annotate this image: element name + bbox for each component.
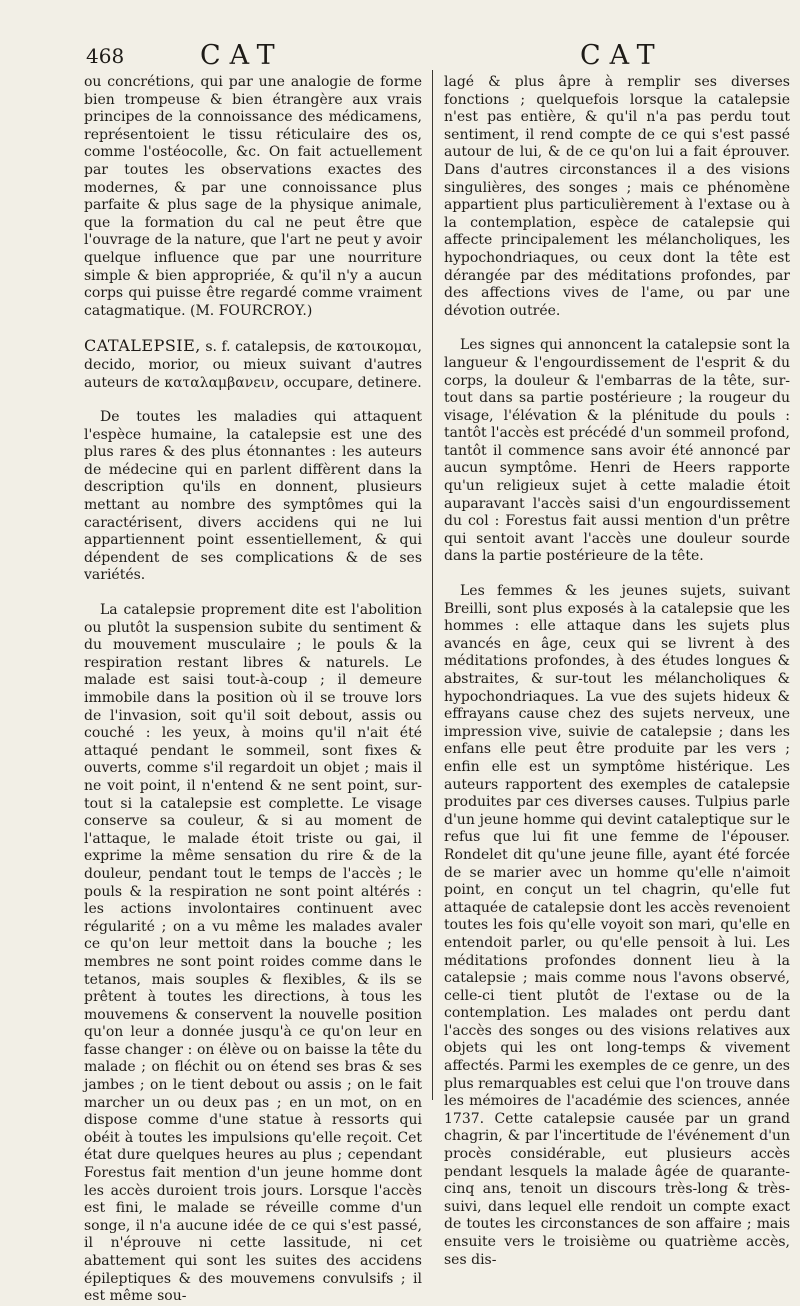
right-column xyxy=(444,74,791,1268)
paragraph-causes: Les femmes & les jeunes sujets, suivant Breilli, sont plus exposés à la catalepsie que les hommes : elle attaque dans les sujets plus avancés en âge, ceux qui se livrent à des méditations profondes, à des études longues & abstraites, & sur-tout les mélancholiques & hypochondriaques. La vue des sujets hideux & effrayans cause chez des sujets nerveux, une impression vive, suivie de catalepsie ; dans les enfans elle peut être produite par les vers ; enfin elle est un symptôme histérique. Les auteurs rapportent des exemples de catalepsie produites par ces diverses causes. Tulpius parle d'un jeune homme qui devint cataleptique sur le refus que lui fit une femme de l'épouser. Rondelet dit qu'une jeune fille, ayant été forcée de se marier avec un homme qu'elle n'aimoit point, en conçut un tel chagrin, qu'elle fut attaquée de catalepsie dont les accès revenoient toutes les fois qu'elle voyoit son mari, qu'elle en entendoit parler, ou qu'elle pensoit à lui. Les méditations profondes donnent lieu à la catalepsie ; mais comme nous l'avons observé, celle-ci tient plutôt de l'extase ou de la contemplation. Les malades ont perdu dant l'accès des songes ou des visions relatives aux objets qui les ont long-temps & vivement affectés. Parmi les exemples de ce genre, un des plus remarquables est celui que l'on trouve dans les mémoires de l'académie des sciences, année 1737. Cette catalepsie causée par un grand chagrin, & par l'incertitude de l'événement d'un procès considérable, eut plusieurs accès pendant lesquels la malade âgée de quarante-cinq ans, tenoit un discours très-long & très-suivi, dans lequel elle rendoit un compte exact de toutes les circonstances de son affaire ; mais ensuite vers le troisième ou quatrième accès, ses dis- xyxy=(444,583,791,1268)
column-divider xyxy=(432,70,433,1100)
page-number: 468 xyxy=(86,44,125,68)
paragraph-continuation: lagé & plus âpre à remplir ses diverses fonctions ; quelquefois lorsque la catalepsie n'est pas entière, & qu'il n'a pas perdu tout sentiment, il rend compte de ce qui s'est passé autour de lui, & de ce qu'on lui a fait éprouver. Dans d'autres circonstances il a des visions singulières, des songes ; mais ce phénomène appartient plus particulièrement à l'extase ou à la contemplation, espèce de catalepsie qui affecte principalement les mélancholiques, les hypochondriaques, ou ceux dont la tête est dérangée par des méditations profondes, par des affections vives de l'ame, ou par une dévotion outrée. xyxy=(444,74,790,319)
left-column xyxy=(84,74,422,1305)
entry-catalepsie xyxy=(84,337,422,392)
paragraph-symptoms: La catalepsie proprement dite est l'abolition ou plutôt la suspension subite du sentiment & du mouvement musculaire ; le pouls & la respiration restant libres & naturels. Le malade est saisi tout-à-coup ; il demeure immobile dans la position où il se trouve lors de l'invasion, soit qu'il soit debout, assis ou couché : les yeux, à moins qu'il n'ait été attaqué pendant le sommeil, sont fixes & ouverts, comme s'il regardoit un objet ; mais il ne voit point, il n'entend & ne sent point, sur-tout si la catalepsie est complette. Le visage conserve sa couleur, & si au moment de l'attaque, le malade étoit triste ou gai, il exprime la même sensation du rire & de la douleur, pendant tout le temps de l'accès ; le pouls & la respiration ne sont point altérés : les actions involontaires continuent avec régularité ; on a vu même les malades avaler ce qu'on leur mettoit dans la bouche ; les membres ne sont point roides comme dans le tetanos, mais souples & flexibles, & ils se prêtent à toutes les directions, à tous les mouvemens & conservent la nouvelle position qu'on leur a donnée jusqu'à ce qu'on leur en fasse changer : on élève ou on baisse la tête du malade ; on fléchit ou on étend ses bras & ses jambes ; on le tient debout ou assis ; on le fait marcher un ou deux pas ; en un mot, on en dispose comme d'une statue à ressorts qui obéit à toutes les impulsions qu'elle reçoit. Cet état dure quelques heures au plus ; cependant Forestus fait mention d'un jeune homme dont les accès duroient trois jours. Lorsque l'accès est fini, le malade se réveille comme d'un songe, il n'a aucune idée de ce qui s'est passé, il n'éprouve ni cette lassitude, ni cet abattement qui sont les suites des accidens épileptiques & des mouvemens convulsifs ; il est même sou- xyxy=(84,602,422,1305)
paragraph-ostéocolle: ou concrétions, qui par une analogie de forme bien trompeuse & bien étrangère aux vrais principes de la connoissance des médicamens, représentoient le tissu réticulaire des os, comme l'ostéocolle, &c. On fait actuellement par toutes les observations exactes des modernes, & par une connoissance plus parfaite & plus sage de la physique animale, que la formation du cal ne peut être que l'ouvrage de la nature, que l'art ne peut y avoir quelque influence que par une nourriture simple & bien appropriée, & qu'il n'y a aucun corps qui puisse être regardé comme vraiment catagmatique. (M. FOURCROY.) xyxy=(84,74,422,319)
entry-headword: CATALEPSIE, xyxy=(84,336,201,356)
page-header xyxy=(0,40,800,74)
paragraph-definition-intro: De toutes les maladies qui attaquent l'espèce humaine, la catalepsie est une des plus rares & des plus étonnantes : les auteurs de médecine qui en parlent diffèrent dans la description qu'ils en donnent, plusieurs mettant au nombre des symptômes qui la caractérisent, divers accidens qui ne lui appartiennent point essentiellement, & qui dépendent de ses complications & de ses variétés. xyxy=(84,409,422,584)
running-head-left: CAT xyxy=(200,40,284,71)
paragraph-signs: Les signes qui annoncent la catalepsie sont la langueur & l'engourdissement de l'esprit & du corps, la douleur & l'embarras de la tête, sur-tout dans sa partie postérieure ; la rougeur du visage, l'élévation & la plénitude du pouls : tantôt l'accès est précédé d'un sommeil profond, tantôt il commence sans avoir été annoncé par aucun symptôme. Henri de Heers rapporte qu'un religieux sujet à cette maladie étoit auparavant l'accès saisi d'un engourdissement du col : Forestus fait aussi mention d'un prêtre qui sentoit avant l'accès une douleur sourde dans la partie postérieure de la tête. xyxy=(444,337,790,565)
entry-etymology: s. f. catalepsis, de κατοικομαι, decido, morior, ou mieux suivant d'autres auteurs de καταλαμβανειν, occupare, detinere. xyxy=(84,339,422,391)
running-head-right: CAT xyxy=(580,40,664,71)
